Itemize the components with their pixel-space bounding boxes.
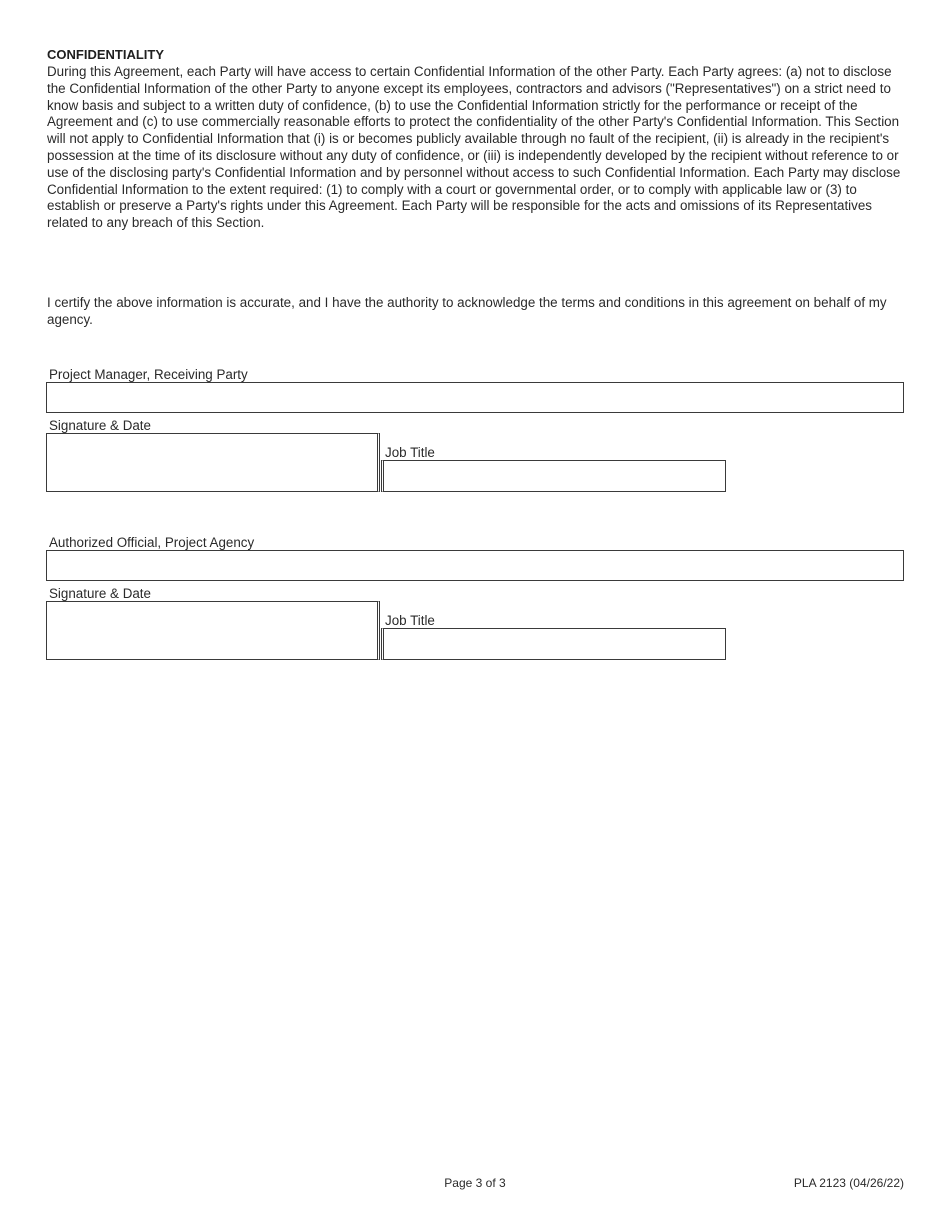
receiving-party-name-field[interactable]	[46, 382, 904, 413]
project-agency-name-label: Authorized Official, Project Agency	[49, 535, 255, 550]
project-agency-job-title-field[interactable]	[381, 628, 726, 660]
receiving-party-signature-field[interactable]	[46, 433, 380, 492]
form-identifier: PLA 2123 (04/26/22)	[793, 1176, 904, 1190]
receiving-party-job-title-field[interactable]	[381, 460, 726, 492]
confidentiality-heading: CONFIDENTIALITY	[47, 47, 164, 62]
page-number: Page 3 of 3	[444, 1176, 506, 1190]
receiving-party-job-title-label: Job Title	[385, 445, 435, 460]
receiving-party-name-label: Project Manager, Receiving Party	[49, 367, 248, 382]
confidentiality-body: During this Agreement, each Party will have access to certain Confidential Information of the other Party. Each Party agrees: (a) not to disclose the Confidential Information of the other Party to anyone except its employees, contractors and advisors ("Representatives") on a strict need to know basis and subject to a written duty of confidence, (b) to use the Confidential Information strictly for the performance or receipt of the Agreement and (c) to use commercially reasonable efforts to protect the confidentiality of the other Party's Confidential Information. This Section will not apply to Confidential Information that (i) is or becomes publicly available through no fault of the recipient, (ii) is already in the recipient's possession at the time of its disclosure without any duty of confidence, or (iii) is independently developed by the recipient without reference to or use of the disclosing party's Confidential Information and by personnel without access to such Confidential Information. Each Party may disclose Confidential Information to the extent required: (1) to comply with a court or governmental order, or to comply with applicable law or (3) to establish or preserve a Party's rights under this Agreement. Each Party will be responsible for the acts and omissions of its Representatives related to any breach of this Section.	[47, 64, 901, 231]
receiving-party-signature-label: Signature & Date	[49, 418, 151, 433]
project-agency-job-title-label: Job Title	[385, 613, 435, 628]
project-agency-signature-field[interactable]	[46, 601, 380, 660]
project-agency-name-field[interactable]	[46, 550, 904, 581]
certification-statement: I certify the above information is accurate, and I have the authority to acknowledge the terms and conditions in this agreement on behalf of my agency.	[47, 295, 887, 327]
project-agency-signature-label: Signature & Date	[49, 586, 151, 601]
